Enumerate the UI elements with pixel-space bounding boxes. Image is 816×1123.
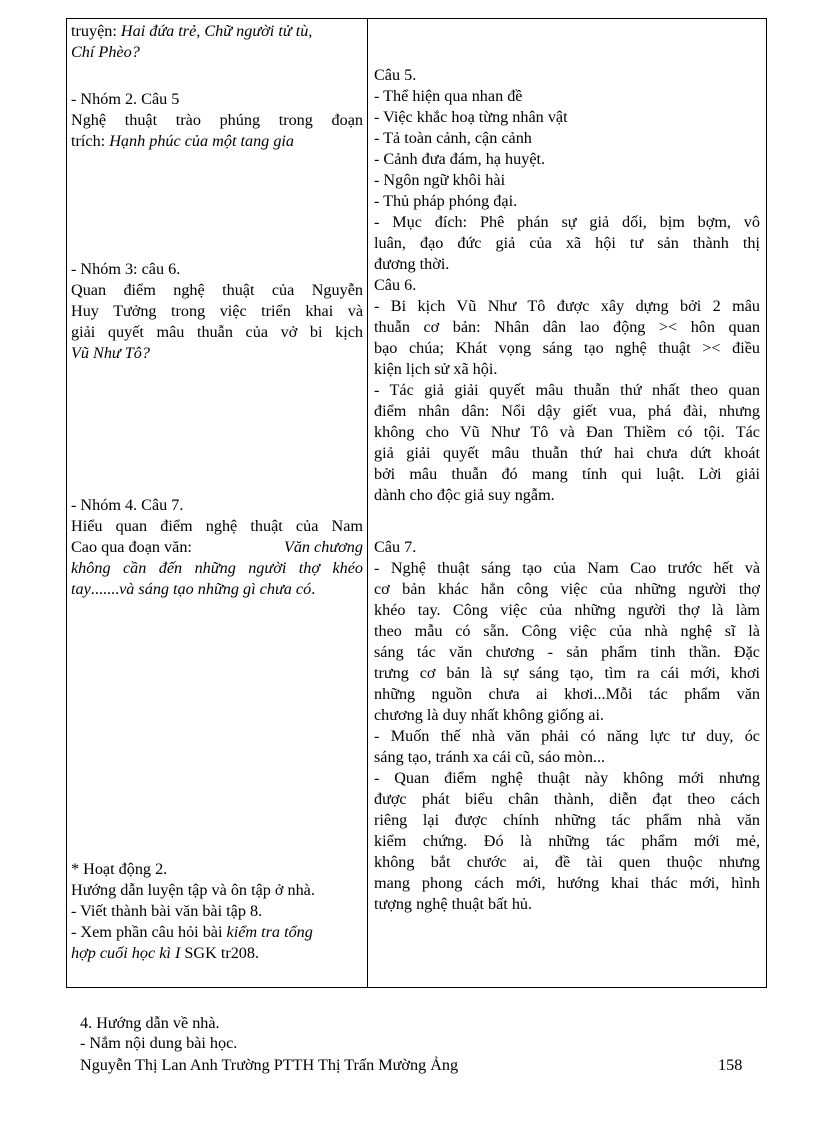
answer6-line: - Bi kịch Vũ Như Tô được xây dựng bởi 2 mâu bbox=[374, 297, 760, 315]
group3-question-line3: giải quyết mâu thuẫn của vở bi kịch bbox=[71, 323, 363, 341]
answer7-line: chương là duy nhất không giống ai. bbox=[374, 706, 604, 724]
activity2-line2: - Viết thành bài văn bài tập 8. bbox=[71, 902, 263, 920]
activity2-line3: - Xem phần câu hỏi bài kiểm tra tổng bbox=[71, 923, 313, 941]
answer6-line: bởi mâu thuẫn đó mang tính qui luật. Lời giải bbox=[374, 465, 760, 483]
homework-title: 4. Hướng dẫn về nhà. bbox=[80, 1014, 220, 1032]
answer7-line: riêng lại được chính những tác phẩm nhà văn bbox=[374, 811, 760, 829]
group4-question-line2: Cao qua đoạn văn: Văn chương bbox=[71, 538, 363, 556]
answer7-line: khéo tay. Công việc của những người thợ là làm bbox=[374, 601, 760, 619]
answer5-item: - Thể hiện qua nhan đề bbox=[374, 87, 523, 105]
answer7-line: không bắt chước ai, đề tài quen thuộc nhưng bbox=[374, 853, 760, 871]
answer7-line: - Nghệ thuật sáng tạo của Nam Cao trước hết và bbox=[374, 559, 760, 577]
answer6-heading: Câu 6. bbox=[374, 276, 417, 294]
answer7-line: - Quan điểm nghệ thuật này không mới nhưng bbox=[374, 769, 760, 787]
group4-question-line4: tay.......và sáng tạo những gì chưa có. bbox=[71, 580, 316, 598]
activity2-line4: hợp cuối học kì I SGK tr208. bbox=[71, 944, 260, 962]
answer6-line: dành cho độc giả suy ngẫm. bbox=[374, 486, 555, 504]
answer7-line: trưng cơ bản là sự sáng tạo, tìm ra cái mới, khơi bbox=[374, 664, 760, 682]
answer5-purpose-line: - Mục đích: Phê phán sự giả dối, bịm bợm, vô bbox=[374, 213, 760, 231]
answer7-line: mang phong cách mới, hướng khai thác mới, hình bbox=[374, 874, 760, 892]
answer7-line: cơ bản khác hẳn công việc của những người thợ bbox=[374, 580, 760, 598]
homework-item: - Nắm nội dung bài học. bbox=[80, 1034, 238, 1052]
answer7-line: kiểm chứng. Đó là những tác phẩm mới mẻ, bbox=[374, 832, 760, 850]
answer7-line: sáng tác văn chương - sản phẩm tinh thần. Đặc bbox=[374, 643, 760, 661]
group3-question-line4: Vũ Như Tô? bbox=[71, 344, 150, 362]
answer5-item: - Ngôn ngữ khôi hài bbox=[374, 171, 506, 189]
answer7-heading: Câu 7. bbox=[374, 538, 417, 556]
left-intro-line1: truyện: Hai đứa trẻ, Chữ người tử tù, bbox=[71, 22, 313, 40]
answer6-line: thuẫn cơ bản: Nhân dân lao động >< hôn quan bbox=[374, 318, 760, 336]
answer5-purpose-line: luân, đạo đức giả của xã hội tư sản thành thị bbox=[374, 234, 760, 252]
answer5-purpose-line: đương thời. bbox=[374, 255, 450, 273]
answer5-item: - Thủ pháp phóng đại. bbox=[374, 192, 518, 210]
group2-question-line2: trích: Hạnh phúc của một tang gia bbox=[71, 132, 295, 150]
group4-question-line3: không cần đến những người thợ khéo bbox=[71, 559, 363, 577]
group3-question-line1: Quan điểm nghệ thuật của Nguyễn bbox=[71, 281, 363, 299]
lesson-table bbox=[66, 18, 767, 988]
answer7-line: tượng nghệ thuật bất hủ. bbox=[374, 895, 533, 913]
answer6-line: kiện lịch sử xã hội. bbox=[374, 360, 498, 378]
answer7-line: được phát biểu chân thành, diễn đạt theo cách bbox=[374, 790, 760, 808]
answer6-line: bạo chúa; Khát vọng sáng tạo nghệ thuật >< điều bbox=[374, 339, 760, 357]
answer5-item: - Cảnh đưa đám, hạ huyệt. bbox=[374, 150, 546, 168]
left-intro-line2: Chí Phèo? bbox=[71, 43, 140, 61]
answer7-line: sáng tạo, tránh xa cái cũ, sáo mòn... bbox=[374, 748, 606, 766]
answer6-line: điểm nhân dân: Nổi dậy giết vua, phá đài, nhưng bbox=[374, 402, 760, 420]
answer6-line: giả giải quyết mâu thuẫn thứ hai chưa dứt khoát bbox=[374, 444, 760, 462]
group2-question-line1: Nghệ thuật trào phúng trong đoạn bbox=[71, 111, 363, 129]
answer5-item: - Việc khắc hoạ từng nhân vật bbox=[374, 108, 568, 126]
answer7-line: - Muốn thế nhà văn phải có năng lực tư duy, óc bbox=[374, 727, 760, 745]
page-number: 158 bbox=[718, 1056, 743, 1074]
answer6-line: - Tác giả giải quyết mâu thuẫn thứ nhất theo quan bbox=[374, 381, 760, 399]
group3-question-line2: Huy Tưởng trong việc triển khai và bbox=[71, 302, 363, 320]
answer7-line: những nguồn chưa ai khơi...Mỗi tác phẩm văn bbox=[374, 685, 760, 703]
answer5-heading: Câu 5. bbox=[374, 66, 417, 84]
answer6-line: không cho Vũ Như Tô và Đan Thiềm có tội. Tác bbox=[374, 423, 760, 441]
column-divider bbox=[367, 19, 368, 987]
group2-heading: - Nhóm 2. Câu 5 bbox=[71, 90, 180, 108]
answer7-line: theo mẫu có sẵn. Công việc của nhà nghệ sĩ là bbox=[374, 622, 760, 640]
group4-question-line1: Hiểu quan điểm nghệ thuật của Nam bbox=[71, 517, 363, 535]
group3-heading: - Nhóm 3: câu 6. bbox=[71, 260, 181, 278]
answer5-item: - Tả toàn cảnh, cận cảnh bbox=[374, 129, 532, 147]
activity2-line1: Hướng dẫn luyện tập và ôn tập ở nhà. bbox=[71, 881, 315, 899]
page-footer-author: Nguyễn Thị Lan Anh Trường PTTH Thị Trấn Mường Ảng bbox=[80, 1056, 459, 1074]
activity2-heading: * Hoạt động 2. bbox=[71, 860, 168, 878]
group4-heading: - Nhóm 4. Câu 7. bbox=[71, 496, 184, 514]
